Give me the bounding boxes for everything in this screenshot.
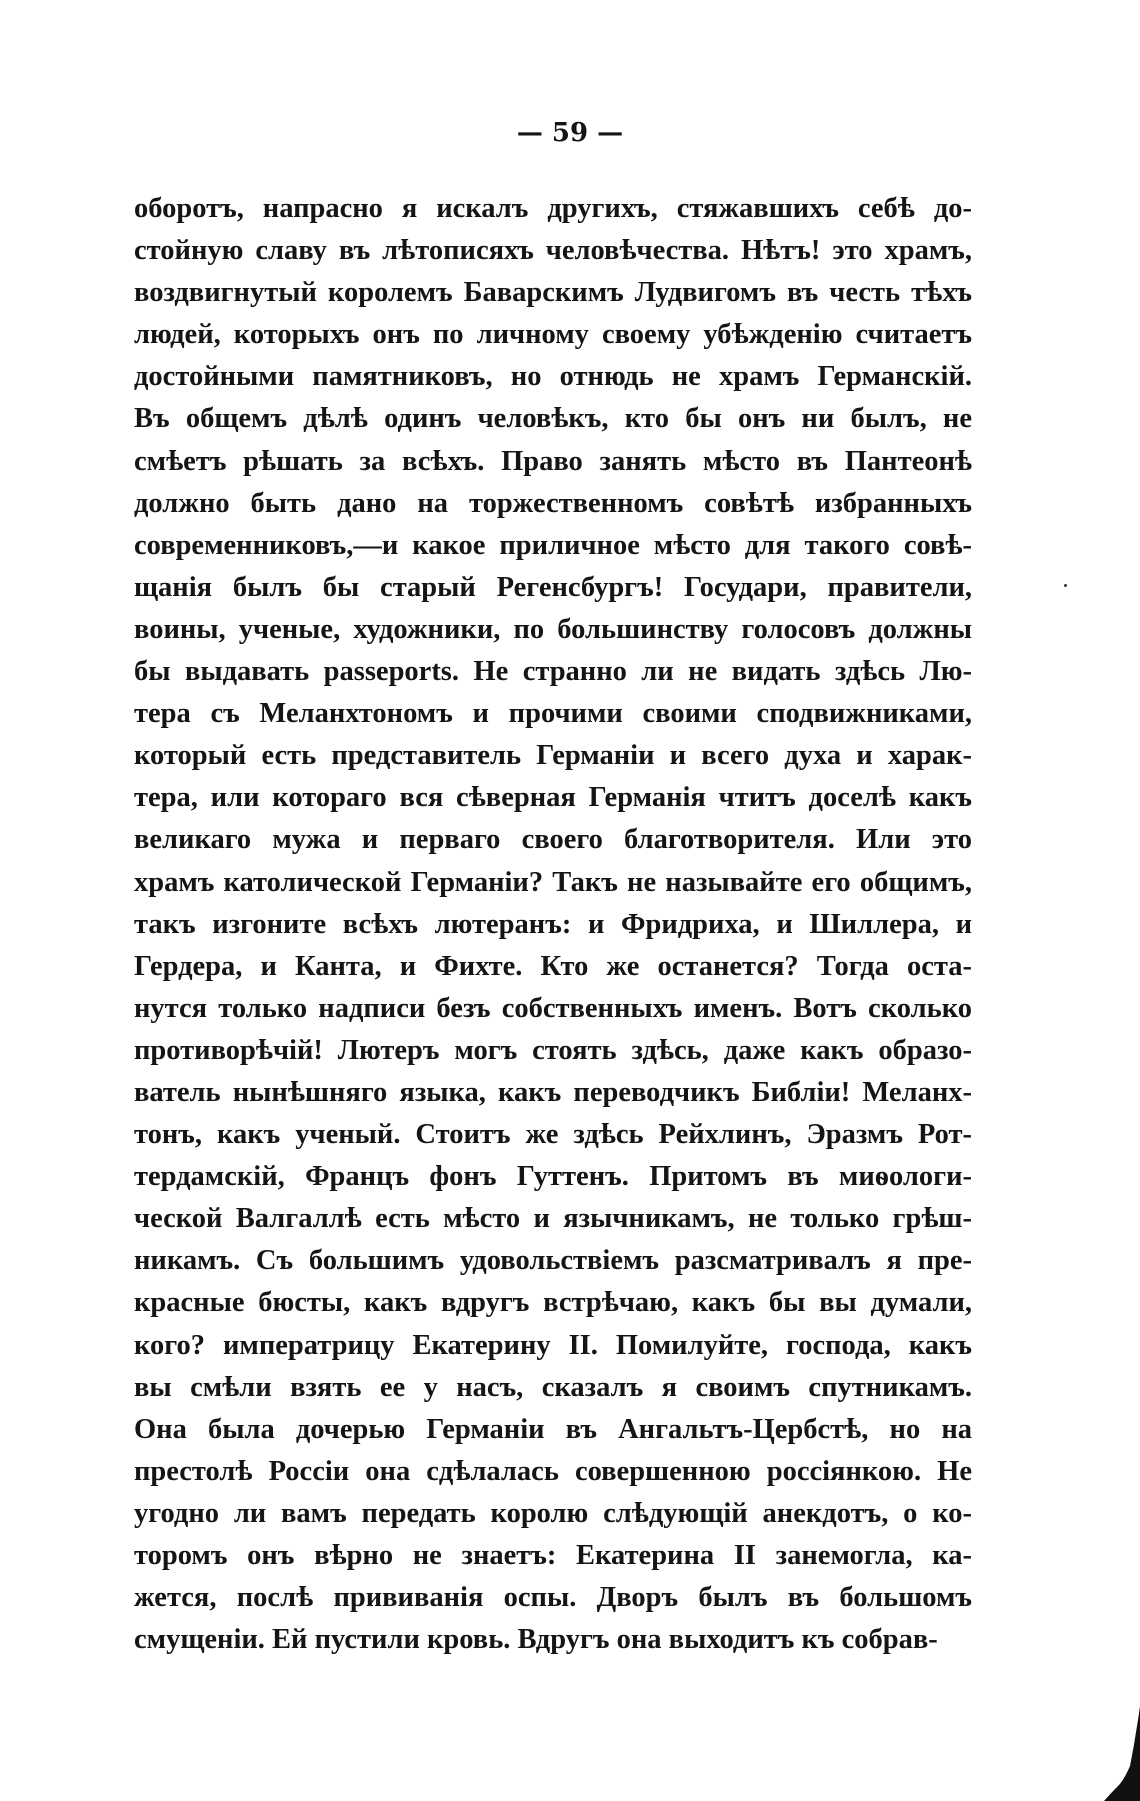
text-line: никамъ. Съ большимъ удовольствіемъ разсматривалъ я пре- xyxy=(134,1245,972,1277)
scan-edge-smudge xyxy=(1104,1706,1140,1801)
text-line: оборотъ, напрасно я искалъ другихъ, стяжавшихъ себѣ до- xyxy=(134,193,972,224)
text-line: щанія былъ бы старый Регенсбургъ! Государи, правители, xyxy=(134,571,972,603)
text-line: красные бюсты, какъ вдругъ встрѣчаю, какъ бы вы думали, xyxy=(134,1287,972,1319)
text-line: тера, или котораго вся сѣверная Германія чтитъ доселѣ какъ xyxy=(134,782,972,814)
text-line: бы выдавать passeports. Не странно ли не видать здѣсь Лю- xyxy=(134,656,972,688)
text-line: смущеніи. Ей пустили кровь. Вдругъ она выходитъ къ собрав- xyxy=(134,1624,938,1656)
text-line: современниковъ,—и какое приличное мѣсто для такого совѣ- xyxy=(134,529,972,561)
text-line: вы смѣли взять ее у насъ, сказалъ я своимъ спутникамъ. xyxy=(134,1371,972,1403)
text-line: воины, ученые, художники, по большинству голосовъ должны xyxy=(134,613,972,645)
text-line: кого? императрицу Екатерину II. Помилуйте, господа, какъ xyxy=(134,1329,972,1361)
text-line: такъ изгоните всѣхъ лютеранъ: и Фридриха, и Шиллера, и xyxy=(134,908,972,940)
text-line: ческой Валгаллѣ есть мѣсто и язычникамъ, не только грѣш- xyxy=(134,1203,972,1235)
body-text xyxy=(134,188,972,1661)
text-line: смѣетъ рѣшать за всѣхъ. Право занять мѣсто въ Пантеонѣ xyxy=(134,445,972,477)
text-line: ватель нынѣшняго языка, какъ переводчикъ Библіи! Меланх- xyxy=(134,1076,972,1108)
text-line: торомъ онъ вѣрно не знаетъ: Екатерина II занемогла, ка- xyxy=(134,1540,972,1571)
text-line: воздвигнутый королемъ Баварскимъ Лудвигомъ въ честь тѣхъ xyxy=(134,277,972,309)
text-line: людей, которыхъ онъ по личному своему убѣжденію считаетъ xyxy=(134,319,972,351)
text-line: престолѣ Россіи она сдѣлалась совершенною россіянкою. Не xyxy=(134,1455,972,1487)
text-line: жется, послѣ прививанія оспы. Дворъ былъ въ большомъ xyxy=(134,1582,972,1614)
text-line: достойными памятниковъ, но отнюдь не храмъ Германскій. xyxy=(134,361,972,393)
scan-speck xyxy=(1064,584,1067,587)
text-line: тердамскій, Францъ фонъ Гуттенъ. Притомъ въ миѳологи- xyxy=(134,1161,972,1193)
text-line: противорѣчій! Лютеръ могъ стоять здѣсь, даже какъ образо- xyxy=(134,1034,972,1066)
text-line: Гердера, и Канта, и Фихте. Кто же останется? Тогда оста- xyxy=(134,950,972,982)
text-line: великаго мужа и перваго своего благотворителя. Или это xyxy=(134,824,972,856)
page-number: — 59 — xyxy=(516,118,624,148)
text-line: который есть представитель Германіи и всего духа и харак- xyxy=(134,740,972,772)
text-line: тера съ Меланхтономъ и прочими своими сподвижниками, xyxy=(134,698,972,730)
text-line: тонъ, какъ ученый. Стоитъ же здѣсь Рейхлинъ, Эразмъ Рот- xyxy=(134,1119,972,1151)
text-line: Въ общемъ дѣлѣ одинъ человѣкъ, кто бы онъ ни былъ, не xyxy=(134,403,972,435)
text-line: Она была дочерью Германіи въ Ангальтъ-Цербстѣ, но на xyxy=(134,1413,972,1445)
text-line: стойную славу въ лѣтописяхъ человѣчества. Нѣтъ! это храмъ, xyxy=(134,235,972,267)
text-line: должно быть дано на торжественномъ совѣтѣ избранныхъ xyxy=(134,487,972,519)
text-line: нутся только надписи безъ собственныхъ именъ. Вотъ сколько xyxy=(134,992,972,1024)
text-line: храмъ католической Германіи? Такъ не называйте его общимъ, xyxy=(134,866,972,898)
text-line: угодно ли вамъ передать королю слѣдующій анекдотъ, о ко- xyxy=(134,1497,972,1529)
